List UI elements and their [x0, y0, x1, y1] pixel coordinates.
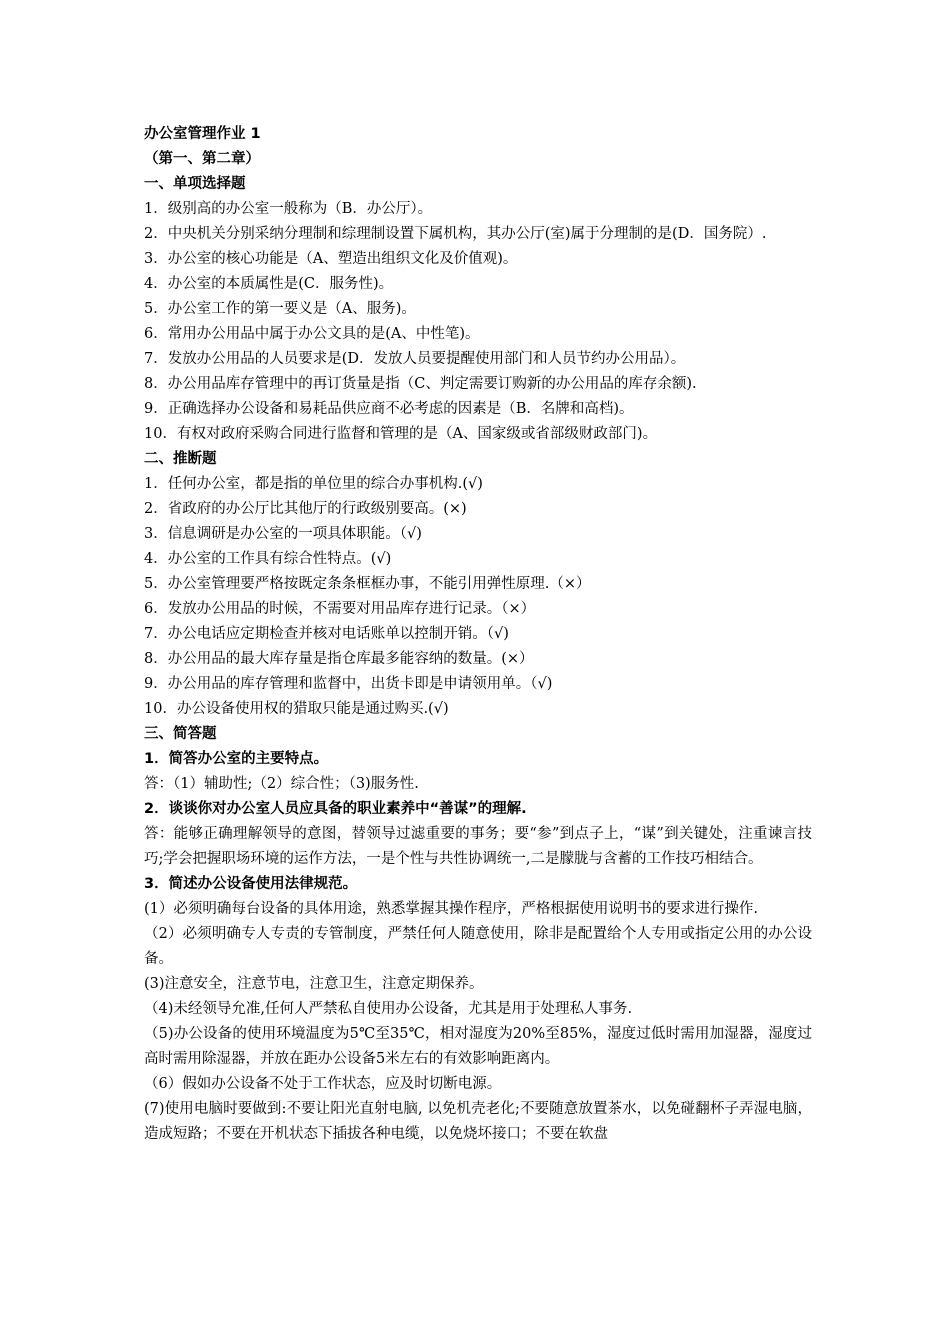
- choice-item: 3．办公室的核心功能是（A、塑造出组织文化及价值观)。: [144, 251, 518, 267]
- answer-3-point: (7)使用电脑时要做到:不要让阳光直射电脑, 以免机壳老化;不要随意放置茶水，以免碰翻杯子弄湿电脑，造成短路；不要在开机状态下插拔各种电缆，以免烧坏接口；不要在软盘: [144, 1101, 812, 1142]
- judgment-item: 10．办公设备使用权的猎取只能是通过购买.(√): [144, 701, 449, 717]
- choice-item: 7．发放办公用品的人员要求是(D．发放人员要提醒使用部门和人员节约办公用品）。: [144, 351, 686, 367]
- judgment-item: 8．办公用品的最大库存量是指仓库最多能容纳的数量。(×）: [144, 651, 534, 667]
- answer-1: 答：（1）辅助性;（2）综合性；（3)服务性.: [144, 776, 419, 792]
- choice-item: 1．级别高的办公室一般称为（B．办公厅）。: [144, 201, 433, 217]
- judgment-item: 9．办公用品的库存管理和监督中，出货卡即是申请领用单。（√): [144, 676, 553, 692]
- section-heading-single-choice: 一、单项选择题: [144, 176, 246, 192]
- choice-item: 6．常用办公用品中属于办公文具的是(A、中性笔)。: [144, 326, 480, 342]
- judgment-item: 6．发放办公用品的时候，不需要对用品库存进行记录。（×）: [144, 601, 536, 617]
- choice-item: 4．办公室的本质属性是(C．服务性)。: [144, 276, 394, 292]
- choice-item: 5．办公室工作的第一要义是（A、服务)。: [144, 301, 416, 317]
- judgment-item: 5．办公室管理要严格按既定条条框框办事，不能引用弹性原理.（×）: [144, 576, 591, 592]
- answer-3-point: (3)注意安全，注意节电，注意卫生，注意定期保养。: [144, 976, 484, 992]
- document-page: [144, 122, 812, 1147]
- judgment-item: 7．办公电话应定期检查并核对电话账单以控制开销。（√): [144, 626, 509, 642]
- answer-3-point: (1）必须明确每台设备的具体用途，熟悉掌握其操作程序，严格根据使用说明书的要求进行操作.: [144, 901, 758, 917]
- answer-3-point: （6）假如办公设备不处于工作状态，应及时切断电源。: [144, 1076, 502, 1092]
- judgment-item: 2．省政府的办公厅比其他厅的行政级别要高。(×): [144, 501, 467, 517]
- choice-item: 2．中央机关分别采纳分理制和综理制设置下属机构，其办公厅(室)属于分理制的是(D．国务院）.: [144, 226, 767, 242]
- answer-3-point: （5)办公设备的使用环境温度为5℃至35℃，相对湿度为20%至85%，湿度过低时需用加湿器，湿度过高时需用除湿器，并放在距办公设备5米左右的有效影响距离内。: [144, 1026, 812, 1067]
- answer-2: 答：能够正确理解领导的意图，替领导过滤重要的事务；要“参”到点子上，“谋”到关键处，注重谏言技巧;学会把握职场环境的运作方法，一是个性与共性协调统一,二是朦胧与含蓄的工作技巧相结合。: [144, 826, 812, 867]
- answer-3-point: （4)未经领导允准,任何人严禁私自使用办公设备，尤其是用于处理私人事务.: [144, 1001, 633, 1017]
- document-title: 办公室管理作业 1: [144, 126, 261, 142]
- choice-item: 10．有权对政府采购合同进行监督和管理的是（A、国家级或省部级财政部门)。: [144, 426, 658, 442]
- section-heading-short-answer: 三、简答题: [144, 726, 217, 742]
- judgment-item: 3．信息调研是办公室的一项具体职能。（√): [144, 526, 422, 542]
- question-2: 2．谈谈你对办公室人员应具备的职业素养中“善谋”的理解.: [144, 801, 527, 817]
- judgment-item: 4．办公室的工作具有综合性特点。(√): [144, 551, 392, 567]
- question-1: 1．简答办公室的主要特点。: [144, 751, 329, 767]
- question-3: 3．简述办公设备使用法律规范。: [144, 876, 358, 892]
- document-subtitle: （第一、第二章）: [144, 151, 260, 167]
- section-heading-judgment: 二、推断题: [144, 451, 217, 467]
- answer-3-point: （2）必须明确专人专责的专管制度，严禁任何人随意使用，除非是配置给个人专用或指定公用的办公设备。: [144, 926, 812, 967]
- judgment-item: 1．任何办公室，都是指的单位里的综合办事机构.(√): [144, 476, 483, 492]
- choice-item: 8．办公用品库存管理中的再订货量是指（C、判定需要订购新的办公用品的库存余额).: [144, 376, 697, 392]
- choice-item: 9．正确选择办公设备和易耗品供应商不必考虑的因素是（B．名牌和高档)。: [144, 401, 634, 417]
